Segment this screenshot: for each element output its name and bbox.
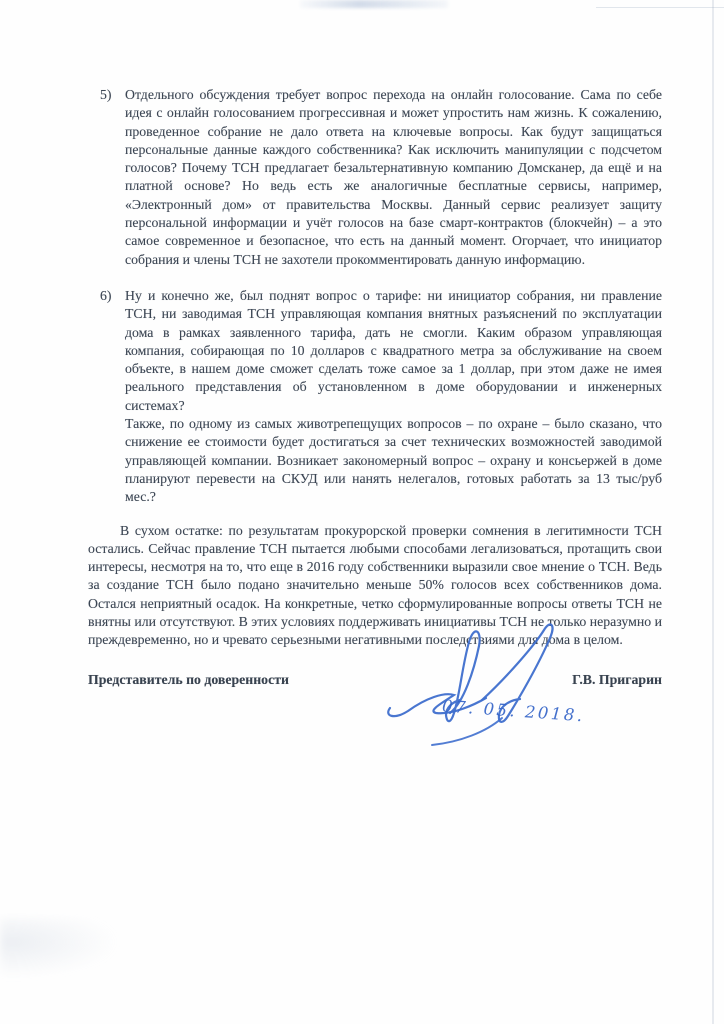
closing-paragraph: В сухом остатке: по результатам прокурорской проверки сомнения в легитимности ТСН остались. Сейчас правление ТСН пытается любыми способами легализоваться, протащить свои интересы, несмотря на то, что еще в 2016 году собственники выразили свое мнение о ТСН. Ведь за создание ТСН было подано значительно меньше 50% голосов всех собственников дома. Остался неприятный осадок. На конкретные, четко сформулированные вопросы ответы ТСН не внятны или отсутствуют. В этих условиях поддерживать инициативы ТСН не только неразумно и преждевременно, но и чревато серьезными негативными последствиями для дома в целом. xyxy=(88,522,662,648)
scan-bleed-smudge xyxy=(300,0,448,8)
list-item-5 xyxy=(100,86,662,269)
item-number-6: 6) xyxy=(100,287,112,303)
paragraph-tariff: Ну и конечно же, был поднят вопрос о тарифе: ни инициатор собрания, ни правление ТСН, ни заводимая ТСН управляющая компания внятных разъяснений по эксплуатации дома в рамках заявленного тарифа, дать не смогли. Каким образом управляющая компания, собирающая по 10 долларов с квадратного метра за обслуживание на своем объекте, в нашем доме сможет сделать тоже самое за 1 доллар, при этом даже не имея реального представления об установленном в доме оборудовании и инженерных системах? xyxy=(125,287,662,413)
paragraph-online-voting: Отдельного обсуждения требует вопрос перехода на онлайн голосование. Сама по себе идея с онлайн голосованием прогрессивная и может упростить нам жизнь. К сожалению, проведенное собрание не дало ответа на ключевые вопросы. Как будут защищаться персональные данные каждого собственника? Как исключить манипуляции с подсчетом голосов? Почему ТСН предлагает безальтернативную компанию Домсканер, да ещё и на платной основе? Но ведь есть же аналогичные бесплатные сервисы, например, «Электронный дом» от правительства Москвы. Данный сервис реализует защиту персональной информации и учёт голосов на базе смарт-контрактов (блокчейн) – а это самое современное и безопасное, что есть на данный момент. Огорчает, что инициатор собрания и члены ТСН не захотели прокомментировать данную информацию. xyxy=(125,87,662,267)
document-body xyxy=(88,86,662,689)
paragraph-security: Также, по одному из самых животрепещущих вопросов – по охране – было сказано, что снижение ее стоимости будет достигаться за счет технических возможностей заводимой управляющей компании. Возникает закономерный вопрос – охрану и консьержей в доме планируют перевести на СКУД или нанять нелегалов, готовых работать за 13 тыс/руб мес.? xyxy=(125,416,662,505)
handwritten-date: 07. 05. 2018. xyxy=(441,696,586,726)
list-item-6 xyxy=(100,287,662,507)
signatory-name: Г.В. Пригарин xyxy=(572,671,662,687)
scan-edge-right xyxy=(712,0,714,1024)
signature-stroke-tail xyxy=(432,718,502,745)
item-number-5: 5) xyxy=(100,87,112,102)
signature-label: Представитель по доверенности xyxy=(88,671,289,687)
scan-corner-shadow xyxy=(0,918,120,978)
signature-row xyxy=(88,671,662,689)
scan-edge-top xyxy=(596,7,724,8)
